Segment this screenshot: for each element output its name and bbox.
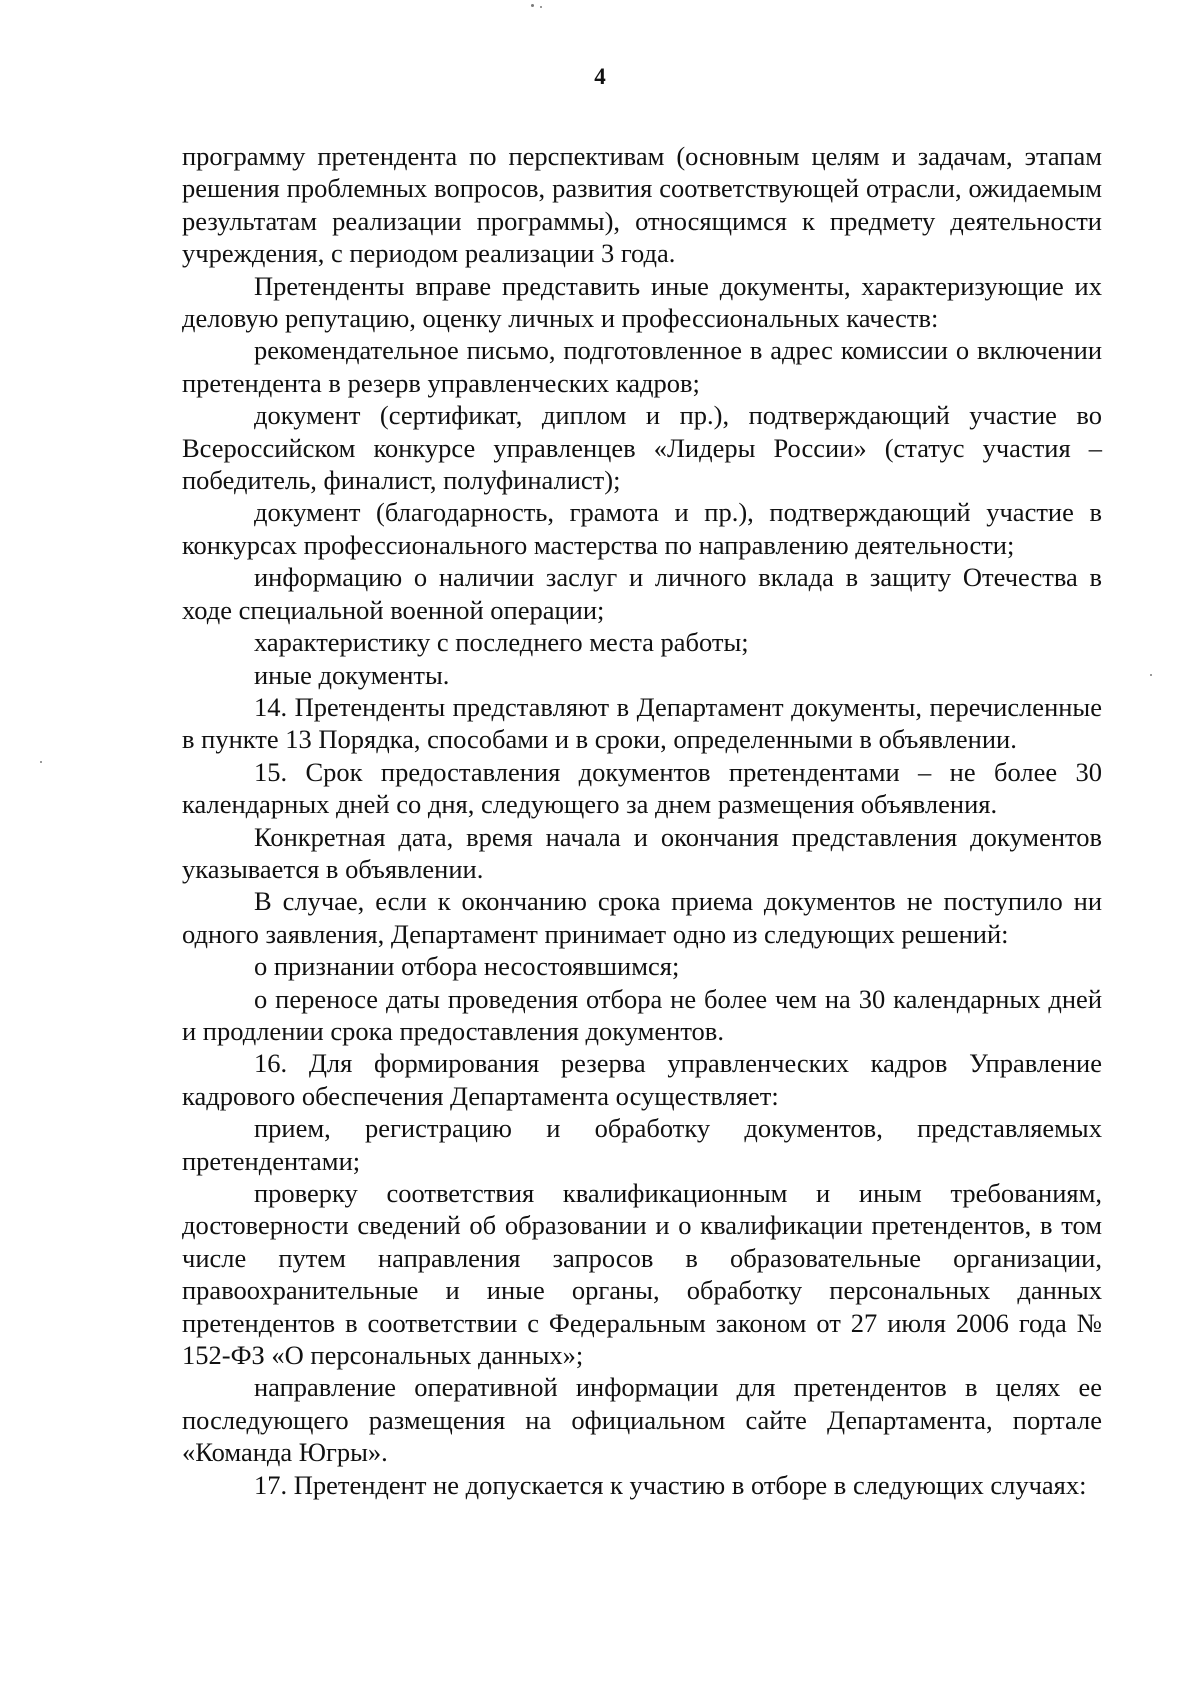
- page-number: 4: [594, 64, 606, 89]
- list-item-professional-contests: документ (благодарность, грамота и пр.), подтверждающий участие в конкурсах профессионального мастерства по направлению деятельности;: [182, 497, 1102, 560]
- scan-artifact: [540, 6, 542, 8]
- clause-14: 14. Претенденты представляют в Департамент документы, перечисленные в пункте 13 Порядка, способами и в сроки, определенными в объявлении.: [182, 691, 1102, 755]
- scan-artifact: [531, 4, 534, 7]
- list-item-verify-compliance: проверку соответствия квалификационным и иным требованиям, достоверности сведений об образовании и о квалификации претендентов, в том числе путем направления запросов в образовательные организации, правоохранительные и иные органы, обработку персональных данных претендентов в соответствии с Федеральным законом от 27 июля 2006 года № 152-ФЗ «О персональных данных»;: [182, 1178, 1102, 1371]
- paragraph-program-continuation: программу претендента по перспективам (основным целям и задачам, этапам решения проблемных вопросов, развития соответствующей отрасли, ожидаемым результатам реализации программы), относящимся к предмету деятельности учреждения, с периодом реализации 3 года.: [182, 141, 1102, 269]
- clause-17: 17. Претендент не допускается к участию в отборе в следующих случаях:: [254, 1469, 1087, 1500]
- list-item-send-information: направление оперативной информации для претендентов в целях ее последующего размещения на официальном сайте Департамента, портале «Команда Югры».: [182, 1372, 1102, 1468]
- list-item-selection-failed: о признании отбора несостоявшимся;: [254, 951, 680, 982]
- document-body: [182, 140, 1102, 1501]
- scan-artifact: [40, 761, 42, 763]
- list-item-reference-last-job: характеристику с последнего места работы;: [254, 627, 749, 658]
- clause-15: 15. Срок предоставления документов претендентами – не более 30 календарных дней со дня, следующего за днем размещения объявления.: [182, 756, 1102, 820]
- paragraph-other-documents: Претенденты вправе представить иные документы, характеризующие их деловую репутацию, оценку личных и профессиональных качеств:: [182, 270, 1102, 334]
- clause-16: 16. Для формирования резерва управленческих кадров Управление кадрового обеспечения Департамента осуществляет:: [182, 1048, 1102, 1111]
- scan-artifact: [1150, 674, 1152, 676]
- list-item-other-documents: иные документы.: [254, 659, 450, 690]
- paragraph-no-applications: В случае, если к окончанию срока приема документов не поступило ни одного заявления, Департамент принимает одно из следующих решений:: [182, 886, 1102, 949]
- list-item-leaders-of-russia: документ (сертификат, диплом и пр.), подтверждающий участие во Всероссийском конкурсе управленцев «Лидеры России» (статус участия – победитель, финалист, полуфиналист);: [182, 400, 1102, 496]
- list-item-receive-documents: прием, регистрацию и обработку документов, представляемых претендентами;: [182, 1113, 1102, 1176]
- paragraph-specific-date: Конкретная дата, время начала и окончания представления документов указывается в объявлении.: [182, 821, 1102, 884]
- list-item-merits-svo: информацию о наличии заслуг и личного вклада в защиту Отечества в ходе специальной военной операции;: [182, 562, 1102, 625]
- list-item-postpone-selection: о переносе даты проведения отбора не более чем на 30 календарных дней и продлении срока предоставления документов.: [182, 983, 1102, 1046]
- list-item-recommendation-letter: рекомендательное письмо, подготовленное в адрес комиссии о включении претендента в резерв управленческих кадров;: [182, 335, 1102, 398]
